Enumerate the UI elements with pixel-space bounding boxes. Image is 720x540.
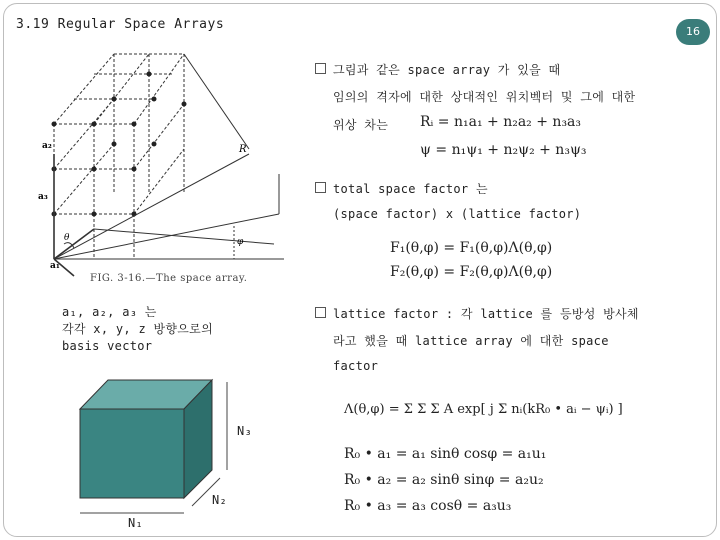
bullet2-line2: (space factor) x (lattice factor) [333, 207, 582, 221]
basis-note-line3: basis vector [62, 339, 153, 353]
label-n2: N₂ [212, 493, 228, 507]
cube-front-face [80, 409, 184, 498]
bullet-marker [315, 307, 326, 318]
equation-lattice-factor: Λ(θ,φ) = Σ Σ Σ A exp[ j Σ nᵢ(kR₀ • aᵢ − ψᵢ) ] [344, 402, 623, 417]
lattice-cube-figure [60, 370, 260, 530]
lattice-grid [54, 54, 184, 259]
label-phi: φ [237, 237, 244, 247]
bullet3-line3: factor [333, 359, 379, 373]
label-a3: a₃ [38, 192, 48, 202]
equation-f1: F₁(θ,φ) = F₁(θ,φ)Λ(θ,φ) [390, 240, 553, 256]
label-n3: N₃ [237, 424, 253, 438]
equation-f2: F₂(θ,φ) = F₂(θ,φ)Λ(θ,φ) [390, 264, 553, 280]
bullet-marker [315, 63, 326, 74]
slide-title: 3.19 Regular Space Arrays [16, 17, 225, 32]
equation-r0-a3: R₀ • a₃ = a₃ cosθ = a₃u₃ [344, 498, 512, 514]
page-number-badge: 16 [676, 19, 710, 45]
figure-caption: FIG. 3-16.—The space array. [90, 273, 248, 284]
label-a1: a₁ [50, 261, 60, 271]
bullet1-line2: 임의의 격자에 대한 상대적인 위치벡터 및 그에 대한 [333, 90, 636, 104]
bullet1-line3: 위상 차는 [333, 118, 389, 132]
equation-r0-a1: R₀ • a₁ = a₁ sinθ cosφ = a₁u₁ [344, 446, 547, 462]
equation-phase: ψ = n₁ψ₁ + n₂ψ₂ + n₃ψ₃ [420, 142, 587, 158]
space-array-figure [34, 44, 294, 288]
bullet-marker [315, 182, 326, 193]
equation-r0-a2: R₀ • a₂ = a₂ sinθ sinφ = a₂u₂ [344, 472, 544, 488]
label-n1: N₁ [128, 516, 144, 530]
basis-note-line2: 각각 x, y, z 방향으로의 [62, 322, 213, 336]
bullet2-line1: total space factor 는 [333, 182, 488, 196]
label-r: R [239, 144, 247, 155]
equation-position-vector: Rᵢ = n₁a₁ + n₂a₂ + n₃a₃ [420, 114, 582, 130]
bullet1-line1: 그림과 같은 space array 가 있을 때 [333, 63, 561, 77]
label-theta: θ [64, 233, 70, 243]
basis-note-line1: a₁, a₂, a₃ 는 [62, 305, 157, 319]
lattice-points [52, 72, 187, 217]
label-a2: a₂ [42, 141, 52, 151]
bullet3-line2: 라고 했을 때 lattice array 에 대한 space [333, 334, 609, 348]
bullet3-line1: lattice factor : 각 lattice 를 등방성 방사체 [333, 307, 639, 321]
